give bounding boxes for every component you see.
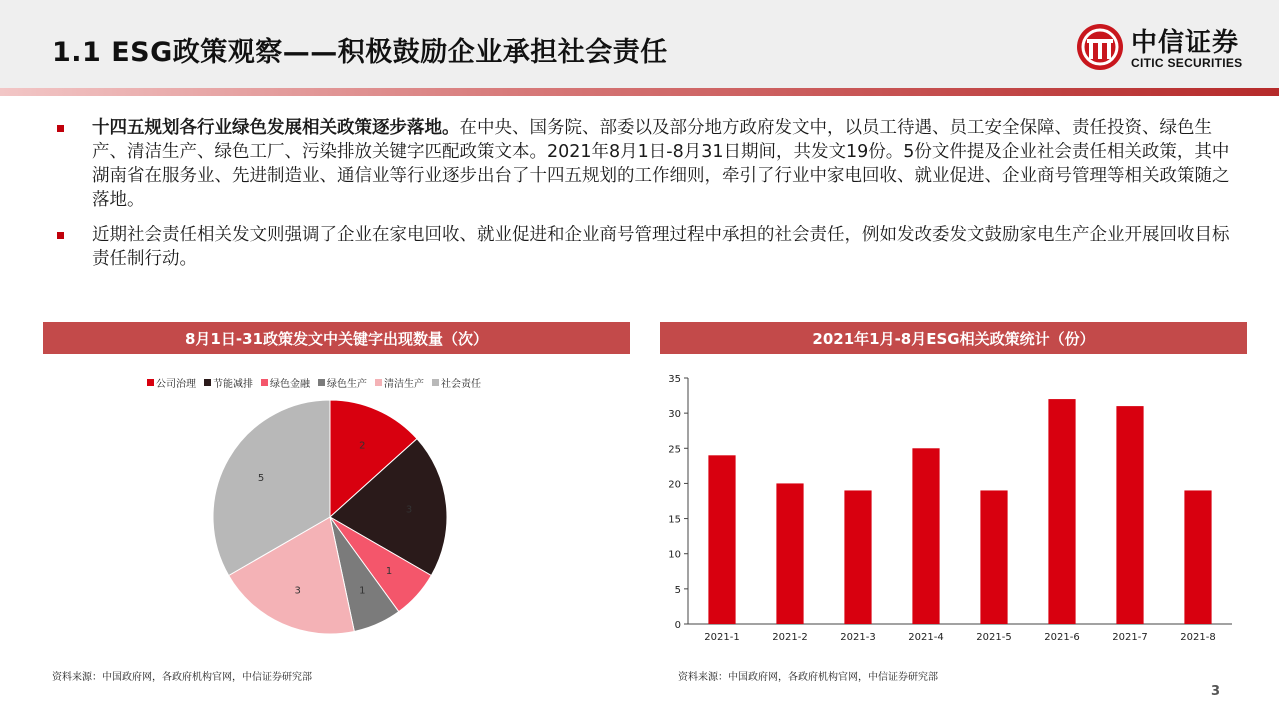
legend-swatch <box>261 379 268 386</box>
bar-chart-source: 资料来源：中国政府网，各政府机构官网，中信证券研究部 <box>678 672 938 683</box>
legend-item <box>318 375 367 390</box>
bar <box>980 490 1007 624</box>
logo-text-cn: 中信证券 <box>1131 28 1240 58</box>
bullet-item <box>52 223 1242 271</box>
legend-item <box>261 375 310 390</box>
legend-label: 公司治理 <box>156 379 196 390</box>
pie-data-label: 3 <box>405 504 413 516</box>
pie-chart-source: 资料来源：中国政府网，各政府机构官网，中信证券研究部 <box>52 672 312 683</box>
bullet-square-icon <box>57 125 64 132</box>
bullet-text: 近期社会责任相关发文则强调了企业在家电回收、就业促进和企业商号管理过程中承担的社会责任，例如发改委发文鼓励家电生产企业开展回收目标责任制行动。 <box>92 225 1230 269</box>
x-tick-label: 2021-8 <box>1180 632 1216 643</box>
bar <box>708 455 735 624</box>
bullet-lead: 十四五规划各行业绿色发展相关政策逐步落地。 <box>92 118 460 138</box>
x-tick-label: 2021-7 <box>1112 632 1148 643</box>
bullet-square-icon <box>57 232 64 239</box>
citic-logo-icon <box>1075 22 1125 72</box>
y-tick-label: 10 <box>668 549 681 561</box>
legend-label: 清洁生产 <box>384 379 424 390</box>
legend-item <box>204 375 253 390</box>
legend-swatch <box>375 379 382 386</box>
bar <box>1184 490 1211 624</box>
pie-data-label: 3 <box>294 585 301 597</box>
legend-label: 绿色生产 <box>327 379 367 390</box>
legend-swatch <box>432 379 439 386</box>
bar <box>1048 399 1075 624</box>
pie-data-label: 5 <box>257 473 265 485</box>
y-tick-label: 25 <box>668 444 681 456</box>
legend-swatch <box>204 379 211 386</box>
logo-text-en: CITIC SECURITIES <box>1131 56 1243 70</box>
pie-data-label: 2 <box>359 440 366 452</box>
pie-chart-title: 8月1日-31政策发文中关键字出现数量（次） <box>43 322 630 354</box>
header-divider <box>0 88 1279 96</box>
legend-item <box>147 375 196 390</box>
pie-data-label: 1 <box>359 585 366 597</box>
legend-label: 绿色金融 <box>270 379 310 390</box>
x-tick-label: 2021-5 <box>976 632 1012 643</box>
legend-swatch <box>318 379 325 386</box>
pie-data-label: 1 <box>385 566 393 578</box>
pie-chart <box>43 395 630 655</box>
bullet-item <box>52 116 1242 212</box>
x-tick-label: 2021-2 <box>772 632 808 643</box>
y-tick-label: 20 <box>668 479 681 491</box>
bar <box>1116 406 1143 624</box>
legend-label: 社会责任 <box>441 379 481 390</box>
legend-swatch <box>147 379 154 386</box>
y-tick-label: 35 <box>668 374 681 385</box>
bullet-text: 在中央、国务院、部委以及部分地方政府发文中，以员工待遇、员工安全保障、责任投资、绿色生产、清洁生产、绿色工厂、污染排放关键字匹配政策文本。2021年8月1日-8月31日期间，共发文19份。5份文件提及企业社会责任相关政策，其中湖南省在服务业、先进制造业、通信业等行业逐步出台了十四五规划的工作细则，牵引了行业中家电回收、就业促进、企业商号管理等相关政策随之落地。 <box>92 118 1230 210</box>
x-tick-label: 2021-1 <box>704 632 740 643</box>
bar-chart-title: 2021年1月-8月ESG相关政策统计（份） <box>660 322 1247 354</box>
legend-label: 节能减排 <box>213 379 253 390</box>
page-title: 1.1 ESG政策观察——积极鼓励企业承担社会责任 <box>52 37 668 68</box>
bullet-list <box>52 116 1242 282</box>
bar <box>776 483 803 624</box>
y-tick-label: 0 <box>674 620 681 631</box>
y-tick-label: 5 <box>674 584 681 596</box>
legend-item <box>375 375 424 390</box>
citic-logo <box>1075 20 1260 76</box>
bar-chart <box>660 365 1247 655</box>
bar <box>844 490 871 624</box>
x-tick-label: 2021-6 <box>1044 632 1080 643</box>
bar <box>912 448 939 624</box>
y-tick-label: 30 <box>668 409 681 421</box>
x-tick-label: 2021-3 <box>840 632 876 643</box>
pie-chart-legend <box>147 375 481 390</box>
y-tick-label: 15 <box>668 514 681 526</box>
x-tick-label: 2021-4 <box>908 632 944 643</box>
legend-item <box>432 375 481 390</box>
page-number: 3 <box>1211 684 1221 699</box>
